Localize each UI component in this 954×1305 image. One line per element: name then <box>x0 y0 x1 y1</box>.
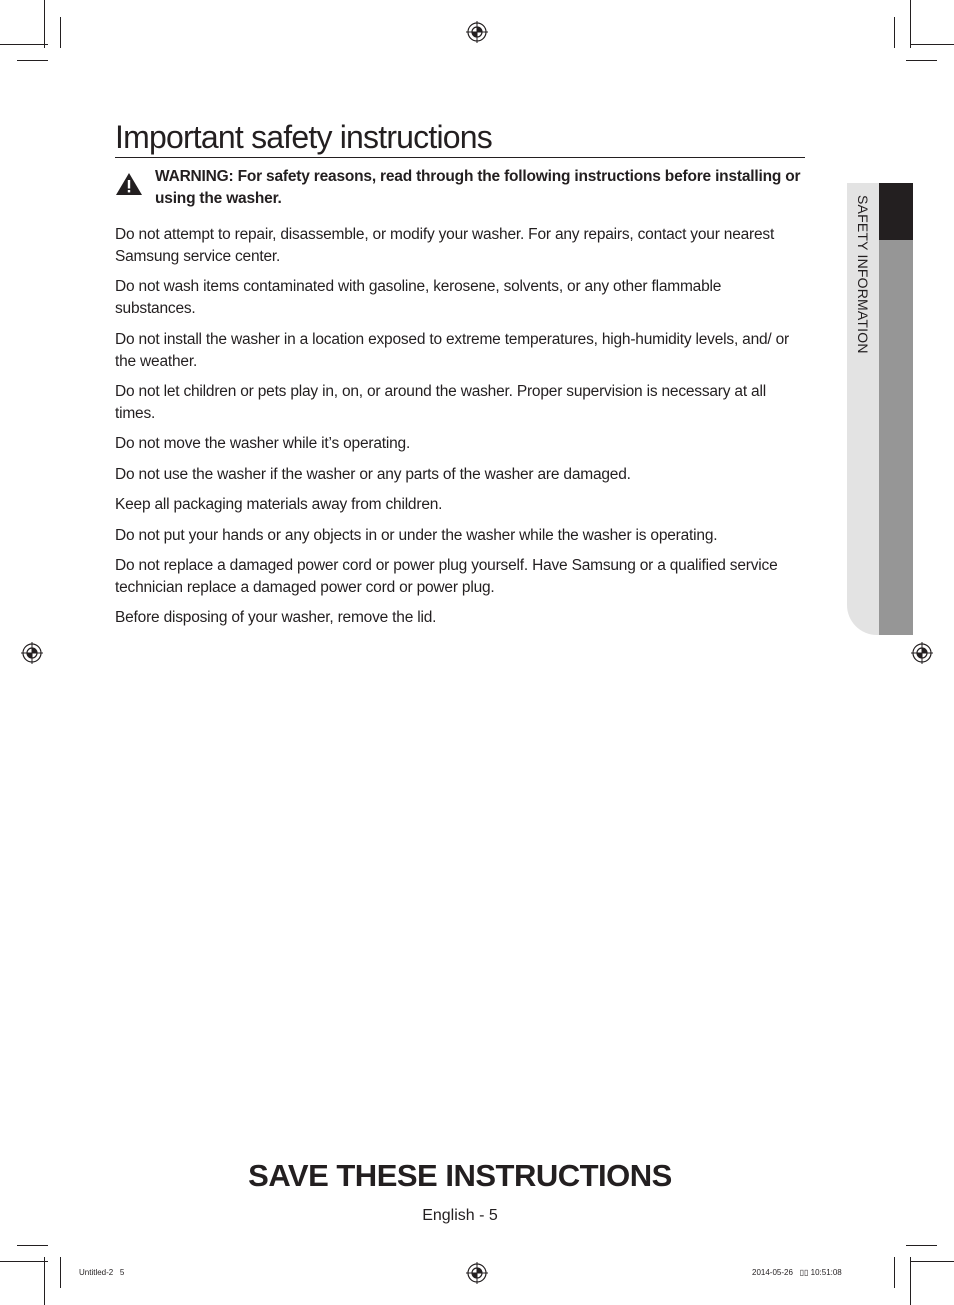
crop-mark <box>894 1257 895 1288</box>
crop-mark <box>906 60 937 61</box>
registration-mark-icon <box>21 642 43 664</box>
page-number: English - 5 <box>422 1207 498 1224</box>
crop-mark <box>0 44 48 45</box>
instruction-item: Do not replace a damaged power cord or power plug yourself. Have Samsung or a qualified service technician replace a damaged power cord or power plug. <box>115 557 778 596</box>
registration-mark-icon <box>466 1262 488 1284</box>
warning-text: WARNING: For safety reasons, read through the following instructions before installing or using the washer. <box>155 168 801 207</box>
instruction-item: Do not move the washer while it’s operating. <box>115 435 411 452</box>
side-tab-marker <box>879 183 913 240</box>
instruction-item: Keep all packaging materials away from children. <box>115 496 443 513</box>
crop-mark <box>44 1257 45 1305</box>
registration-mark-icon <box>911 642 933 664</box>
instruction-item: Before disposing of your washer, remove the lid. <box>115 609 437 626</box>
side-tab-label: SAFETY INFORMATION <box>855 195 871 354</box>
instruction-item: Do not attempt to repair, disassemble, or modify your washer. For any repairs, contact your nearest Samsung service center. <box>115 226 775 265</box>
crop-mark <box>906 1245 937 1246</box>
instruction-item: Do not put your hands or any objects in or under the washer while the washer is operating. <box>115 527 718 544</box>
crop-mark <box>17 1245 48 1246</box>
warning-triangle-icon <box>115 172 143 196</box>
crop-mark <box>910 44 954 45</box>
instruction-item: Do not install the washer in a location exposed to extreme temperatures, high-humidity levels, and/ or the weather. <box>115 331 790 370</box>
page-title: Important safety instructions <box>115 118 805 158</box>
crop-mark <box>894 17 895 48</box>
crop-mark <box>910 1257 911 1305</box>
registration-mark-icon <box>466 21 488 43</box>
save-instructions-heading: SAVE THESE INSTRUCTIONS <box>248 1158 672 1193</box>
instruction-item: Do not let children or pets play in, on, or around the washer. Proper supervision is necessary at all times. <box>115 383 766 422</box>
instruction-item: Do not wash items contaminated with gasoline, kerosene, solvents, or any other flammable substances. <box>115 278 722 317</box>
crop-mark <box>60 1257 61 1288</box>
crop-mark <box>0 1261 48 1262</box>
crop-mark <box>17 60 48 61</box>
print-file-label: Untitled-2 5 <box>79 1268 125 1277</box>
side-tab-bar <box>879 183 913 635</box>
crop-mark <box>60 17 61 48</box>
instruction-item: Do not use the washer if the washer or any parts of the washer are damaged. <box>115 466 631 483</box>
crop-mark <box>910 0 911 48</box>
print-timestamp: 2014-05-26 ▯▯ 10:51:08 <box>752 1268 842 1277</box>
crop-mark <box>44 0 45 48</box>
crop-mark <box>910 1261 954 1262</box>
